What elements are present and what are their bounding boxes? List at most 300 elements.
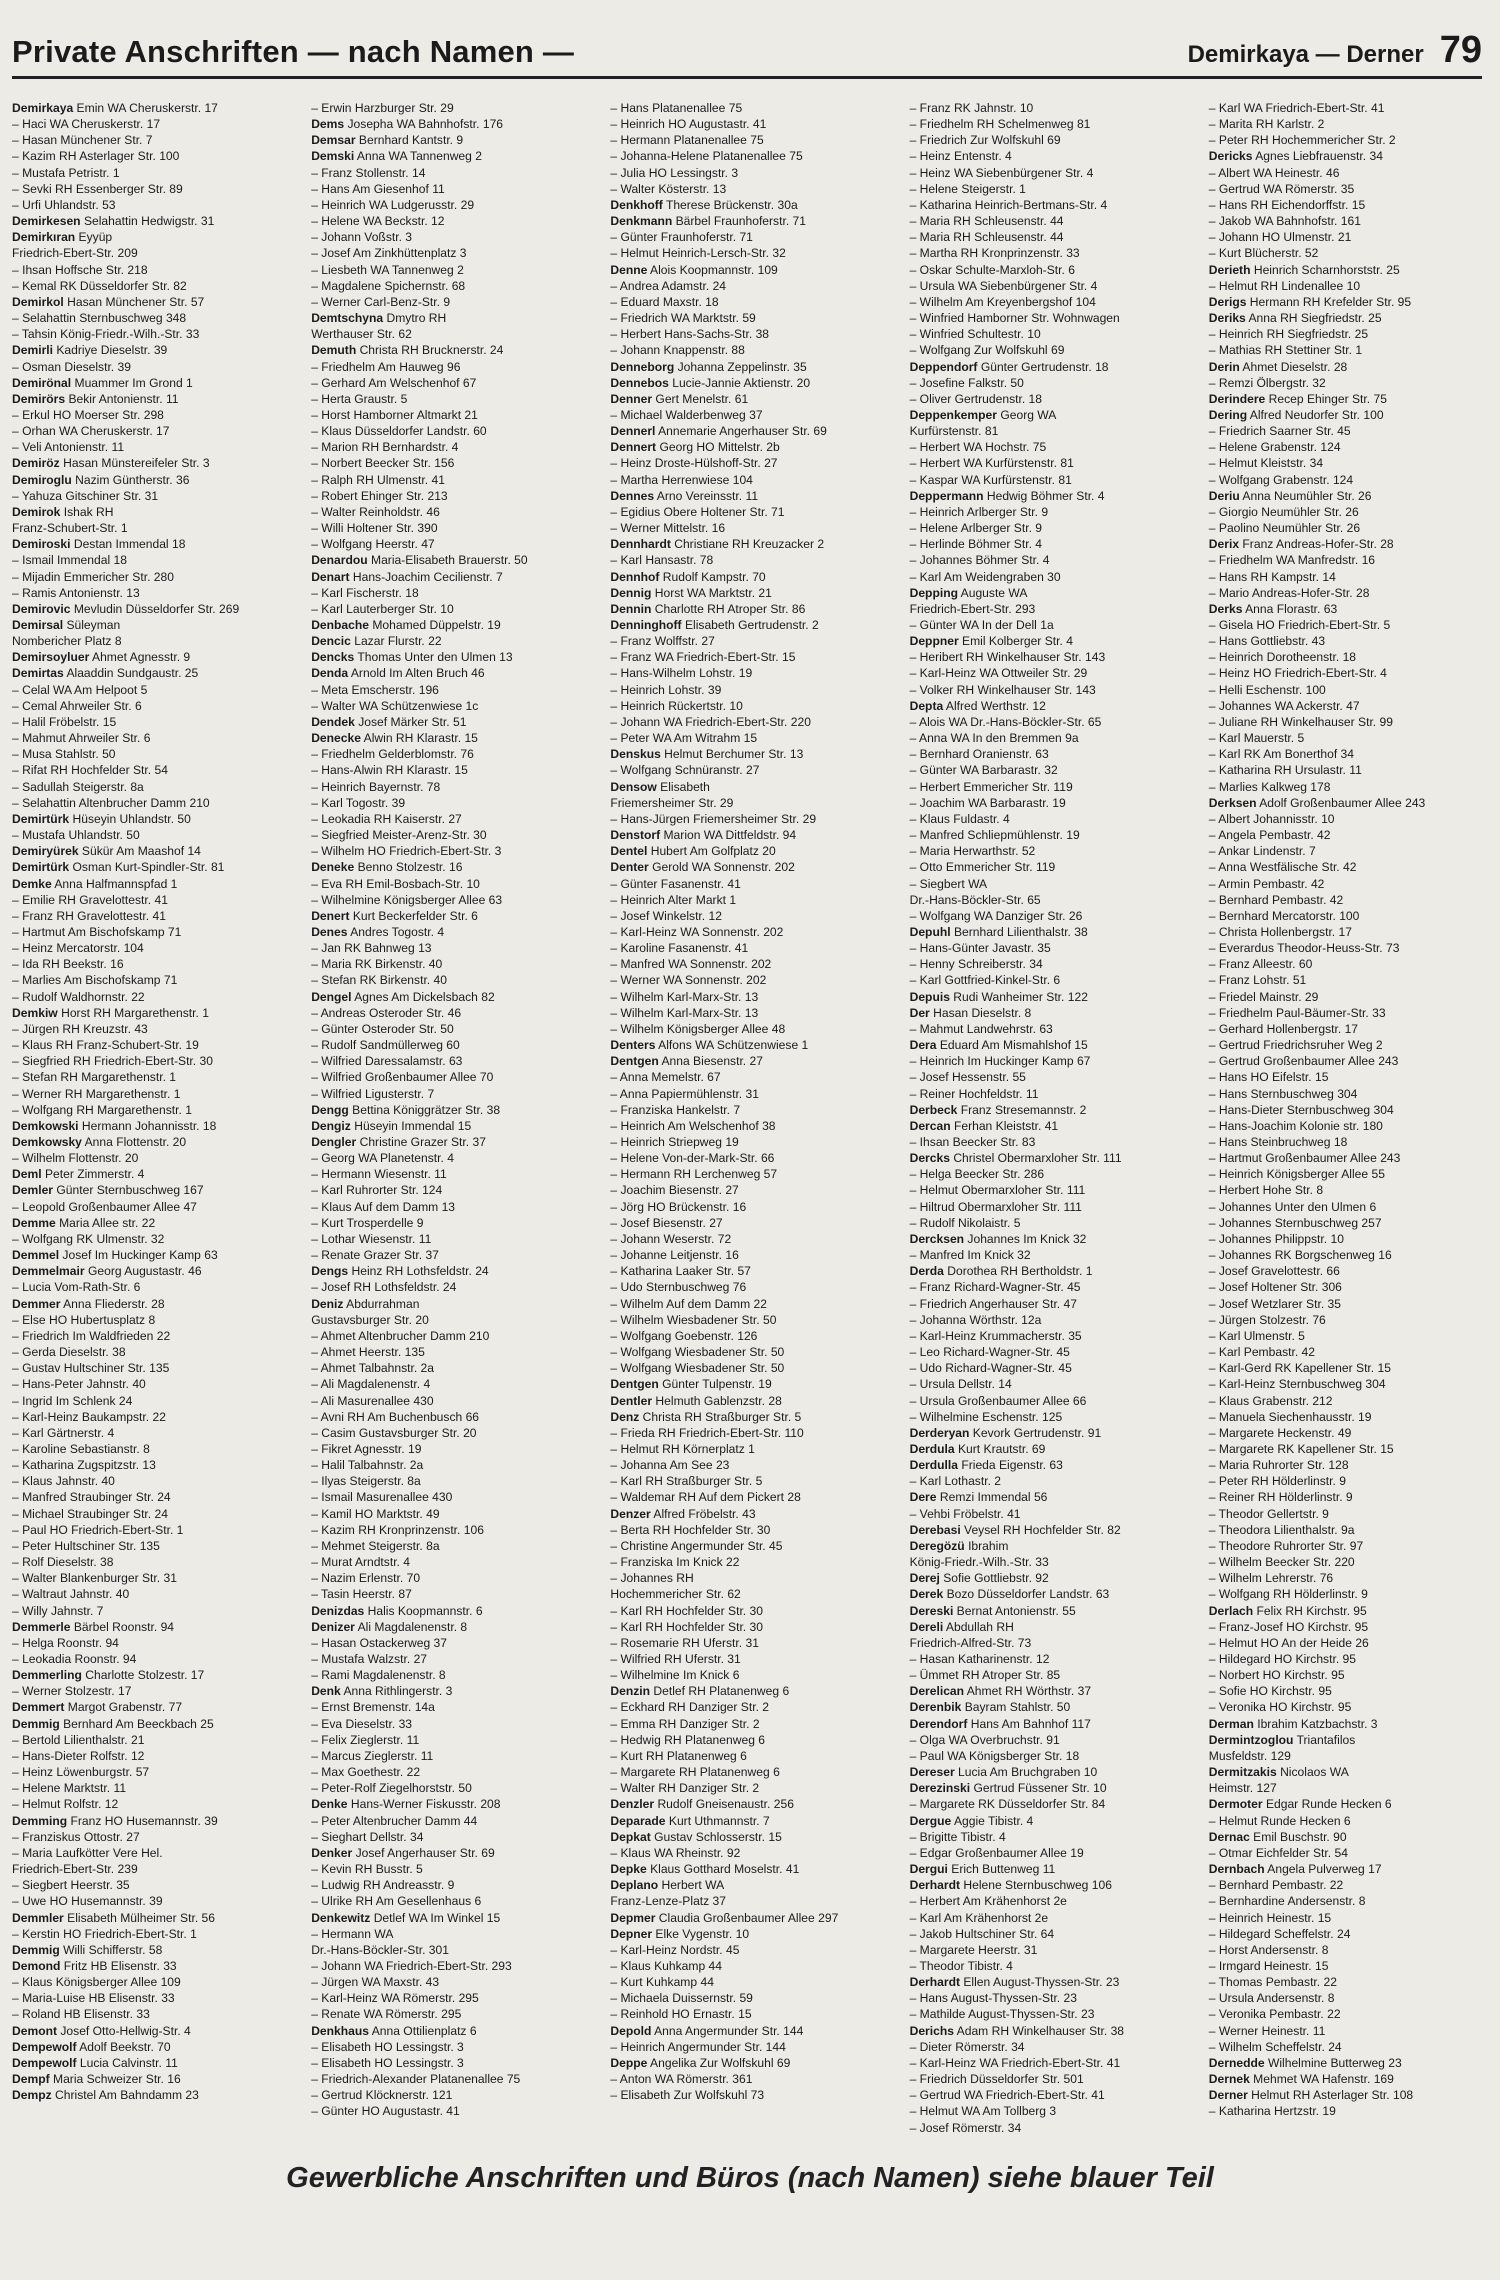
- entry-text: Elisabeth Mülheimer Str. 56: [63, 1910, 216, 1925]
- entry-text: Anna RH Siegfriedstr. 25: [1245, 311, 1382, 326]
- entry-text: – Karl Ruhrorter Str. 124: [311, 1183, 443, 1198]
- surname: Dernac: [1208, 1829, 1250, 1844]
- entry-text: – Josefine Falkstr. 50: [909, 375, 1024, 390]
- surname: Denda: [311, 666, 349, 681]
- directory-entry: [910, 262, 1195, 278]
- directory-entry: [610, 1990, 895, 2006]
- directory-entry: [610, 1538, 895, 1554]
- directory-entry: [910, 1829, 1195, 1845]
- directory-entry: [1209, 827, 1494, 843]
- directory-entry: [311, 326, 596, 342]
- directory-entry: [311, 1522, 596, 1538]
- directory-entry: [910, 1683, 1195, 1699]
- entry-text: Josepha WA Bahnhofstr. 176: [344, 117, 504, 132]
- directory-entry: [610, 197, 895, 213]
- entry-text: – Jan RK Bahnweg 13: [311, 941, 432, 956]
- entry-text: – Michaela Duissernstr. 59: [610, 1991, 753, 2006]
- entry-text: – Angela Pembastr. 42: [1208, 828, 1331, 843]
- entry-text: Friedrich-Alfred-Str. 73: [909, 1635, 1032, 1650]
- directory-entry: [1209, 1086, 1494, 1102]
- entry-text: – Johannes RK Borgschenweg 16: [1208, 1248, 1392, 1263]
- directory-entry: [910, 278, 1195, 294]
- entry-text: – Bernhardine Andersenstr. 8: [1208, 1894, 1366, 1909]
- directory-entry: [12, 359, 297, 375]
- name-range: Demirkaya — Derner: [1187, 41, 1424, 68]
- surname: Depta: [909, 698, 944, 713]
- directory-entry: [12, 2087, 297, 2103]
- surname: Denter: [610, 860, 649, 875]
- entry-text: – Friedhelm WA Manfredstr. 16: [1208, 553, 1376, 568]
- entry-text: Bernhard Am Beeckbach 25: [59, 1716, 214, 1731]
- directory-entry: [12, 859, 297, 875]
- entry-text: Franz HO Husemannstr. 39: [67, 1813, 218, 1828]
- entry-text: – Josef Wetzlarer Str. 35: [1208, 1296, 1341, 1311]
- entry-text: Georg Augustastr. 46: [84, 1264, 202, 1279]
- directory-entry: [910, 601, 1195, 617]
- entry-text: Mevludin Düsseldorfer Str. 269: [70, 601, 240, 616]
- directory-entry: [1209, 1005, 1494, 1021]
- directory-entry: [1209, 342, 1494, 358]
- directory-entry: [610, 1877, 895, 1893]
- entry-text: Anna WA Tannenweg 2: [354, 149, 482, 164]
- directory-entry: [610, 1958, 895, 1974]
- surname: Depuhl: [909, 924, 951, 939]
- entry-text: – Karl Gottfried-Kinkel-Str. 6: [909, 973, 1061, 988]
- entry-text: – Else HO Hubertusplatz 8: [12, 1312, 156, 1327]
- directory-entry: [610, 649, 895, 665]
- entry-text: – Johann Weserstr. 72: [610, 1231, 732, 1246]
- entry-text: Alaaddin Sundgaustr. 25: [63, 666, 199, 681]
- surname: Dentler: [610, 1393, 653, 1408]
- directory-entry: [311, 665, 596, 681]
- entry-text: – Armin Pembastr. 42: [1208, 876, 1325, 891]
- entry-text: – Heinrich Alter Markt 1: [610, 892, 737, 907]
- entry-text: – Gertrud Friedrichsruher Weg 2: [1208, 1038, 1383, 1053]
- entry-text: – Johann WA Friedrich-Ebert-Str. 293: [311, 1958, 512, 1973]
- entry-text: – Mario Andreas-Hofer-Str. 28: [1208, 585, 1370, 600]
- directory-entry: [910, 827, 1195, 843]
- directory-entry: [311, 908, 596, 924]
- directory-entry: [311, 1182, 596, 1198]
- directory-entry: [610, 843, 895, 859]
- entry-text: – Heinrich Königsberger Allee 55: [1208, 1167, 1385, 1182]
- entry-text: – Klaus WA Rheinstr. 92: [610, 1845, 741, 1860]
- entry-text: – Helmut RH Körnerplatz 1: [610, 1441, 755, 1456]
- directory-entry: [610, 1296, 895, 1312]
- entry-text: – Helene WA Beckstr. 12: [311, 214, 445, 229]
- surname: Dennes: [610, 488, 655, 503]
- directory-entry: [910, 2006, 1195, 2022]
- directory-entry: [910, 746, 1195, 762]
- entry-text: – Anna Memelstr. 67: [610, 1070, 721, 1085]
- entry-text: Gertrud Füssener Str. 10: [970, 1781, 1107, 1796]
- directory-entry: [910, 1910, 1195, 1926]
- entry-text: Charlotte RH Atroper Str. 86: [651, 601, 806, 616]
- directory-entry: [12, 148, 297, 164]
- section-title: Private Anschriften — nach Namen —: [12, 34, 575, 69]
- directory-entry: [610, 1134, 895, 1150]
- directory-entry: [910, 779, 1195, 795]
- entry-text: – Robert Ehinger Str. 213: [311, 488, 448, 503]
- directory-entry: [311, 779, 596, 795]
- entry-text: Hasan Münstereifeler Str. 3: [59, 456, 210, 471]
- surname: Denstorf: [610, 828, 661, 843]
- directory-entry: [610, 375, 895, 391]
- entry-text: Ibrahim: [964, 1538, 1009, 1553]
- entry-text: – Gerda Dieselstr. 38: [12, 1345, 126, 1360]
- entry-text: – Wilfried Ligusterstr. 7: [311, 1086, 435, 1101]
- entry-text: – Maria-Luise HB Elisenstr. 33: [12, 1991, 175, 2006]
- surname: Depner: [610, 1926, 653, 1941]
- directory-entry: [610, 1893, 895, 1909]
- surname: Derieth: [1208, 262, 1251, 277]
- directory-entry: [910, 1619, 1195, 1635]
- directory-entry: [1209, 762, 1494, 778]
- entry-text: – Wolfgang Goebenstr. 126: [610, 1328, 758, 1343]
- directory-entry: [12, 1813, 297, 1829]
- directory-entry: [910, 197, 1195, 213]
- entry-text: – Ihsan Beecker Str. 83: [909, 1135, 1036, 1149]
- entry-text: – Hans-Dieter Rolfstr. 12: [12, 1748, 145, 1763]
- entry-text: Halis Koopmannstr. 6: [364, 1603, 483, 1618]
- surname: Dernbach: [1208, 1862, 1265, 1877]
- directory-entry: [311, 148, 596, 164]
- surname: Demirkesen: [12, 214, 81, 229]
- entry-text: – Franziskus Ottostr. 27: [12, 1829, 140, 1844]
- directory-entry: [311, 1845, 596, 1861]
- directory-entry: [12, 972, 297, 988]
- entry-text: – Karl-Heinz WA Friedrich-Ebert-Str. 41: [909, 2055, 1121, 2070]
- directory-entry: [311, 633, 596, 649]
- directory-entry: [311, 2006, 596, 2022]
- entry-text: – Johann Knappenstr. 88: [610, 343, 745, 358]
- entry-text: – Franz Stollenstr. 14: [311, 165, 426, 180]
- directory-entry: [311, 1619, 596, 1635]
- directory-entry: [1209, 714, 1494, 730]
- entry-text: – Heinz WA Siebenbürgener Str. 4: [909, 165, 1094, 180]
- entry-text: – Helmut Rolfstr. 12: [12, 1797, 119, 1812]
- directory-entry: [910, 682, 1195, 698]
- entry-text: – Celal WA Am Helpoot 5: [12, 682, 148, 697]
- surname: Denzler: [610, 1797, 655, 1812]
- directory-entry: [610, 1651, 895, 1667]
- entry-text: Osman Kurt-Spindler-Str. 81: [69, 860, 225, 875]
- surname: Dempz: [12, 2088, 52, 2103]
- directory-entry: [910, 536, 1195, 552]
- entry-text: Heinrich Scharnhorststr. 25: [1250, 262, 1400, 277]
- entry-text: – Heinrich RH Siegfriedstr. 25: [1208, 327, 1369, 342]
- entry-text: – Ursula Dellstr. 14: [909, 1377, 1012, 1392]
- surname: Demmert: [12, 1700, 65, 1715]
- directory-entry: [12, 2055, 297, 2071]
- directory-entry: [910, 1861, 1195, 1877]
- directory-entry: [12, 1134, 297, 1150]
- directory-entry: [610, 1813, 895, 1829]
- entry-text: – Eduard Maxstr. 18: [610, 294, 719, 309]
- entry-text: – Klaus Königsberger Allee 109: [12, 1975, 181, 1990]
- directory-entry: [311, 1425, 596, 1441]
- entry-text: Maria Schweizer Str. 16: [49, 2072, 181, 2087]
- directory-entry: [311, 649, 596, 665]
- entry-text: – Karl-Heinz WA Ottweiler Str. 29: [909, 666, 1088, 681]
- surname: Denneborg: [610, 359, 675, 374]
- entry-text: Willi Schifferstr. 58: [59, 1942, 163, 1957]
- entry-text: Peter Zimmerstr. 4: [41, 1167, 145, 1182]
- entry-text: – Helene Grabenstr. 124: [1208, 440, 1341, 455]
- directory-entry: [12, 1942, 297, 1958]
- surname: Demirli: [12, 343, 53, 358]
- entry-text: – Franz Wolffstr. 27: [610, 634, 715, 649]
- directory-entry: [1209, 2103, 1494, 2119]
- directory-entry: [12, 811, 297, 827]
- directory-entry: [610, 455, 895, 471]
- entry-text: Lucie-Jannie Aktienstr. 20: [668, 375, 811, 390]
- directory-entry: [910, 391, 1195, 407]
- directory-entry: [12, 1441, 297, 1457]
- entry-text: – Katharina RH Ursulastr. 11: [1208, 763, 1362, 778]
- entry-text: – Berta RH Hochfelder Str. 30: [610, 1522, 771, 1537]
- entry-text: – Karl-Heinz Krummacherstr. 35: [909, 1328, 1082, 1343]
- surname: Derhardt: [909, 1878, 960, 1893]
- entry-text: Edgar Runde Hecken 6: [1262, 1797, 1392, 1812]
- directory-entry: [1209, 1150, 1494, 1166]
- entry-text: – Christa Hollenbergstr. 17: [1208, 924, 1352, 939]
- entry-text: – Helmut Heinrich-Lersch-Str. 32: [610, 246, 786, 261]
- entry-text: Friemersheimer Str. 29: [610, 795, 734, 810]
- directory-entry: [12, 698, 297, 714]
- entry-text: Lucia Am Bruchgraben 10: [954, 1765, 1098, 1780]
- entry-text: – Horst Andersenstr. 8: [1208, 1942, 1329, 1957]
- entry-text: Muammer Im Grond 1: [71, 375, 193, 390]
- directory-entry: [910, 1231, 1195, 1247]
- entry-text: – Uwe HO Husemannstr. 39: [12, 1894, 163, 1909]
- directory-entry: [910, 1893, 1195, 1909]
- directory-entry: [610, 1360, 895, 1376]
- entry-text: – Karl-Gerd RK Kapellener Str. 15: [1208, 1361, 1391, 1376]
- directory-entry: [311, 181, 596, 197]
- directory-entry: [311, 165, 596, 181]
- entry-text: – Heinrich Dorotheenstr. 18: [1208, 650, 1357, 665]
- entry-text: – Heinz Entenstr. 4: [909, 149, 1012, 164]
- surname: Dere: [909, 1490, 937, 1505]
- directory-entry: [910, 1748, 1195, 1764]
- directory-entry: [910, 455, 1195, 471]
- entry-text: – Marcus Zieglerstr. 11: [311, 1748, 434, 1763]
- directory-entry: [610, 1312, 895, 1328]
- entry-text: Angela Pulverweg 17: [1264, 1862, 1382, 1877]
- directory-entry: [311, 359, 596, 375]
- directory-entry: [1209, 1053, 1494, 1069]
- entry-text: Georg WA: [996, 407, 1057, 422]
- entry-text: – Siegfried Meister-Arenz-Str. 30: [311, 828, 487, 843]
- directory-entry: [610, 1732, 895, 1748]
- directory-entry: [311, 1005, 596, 1021]
- entry-text: – Halil Talbahnstr. 2a: [311, 1458, 424, 1473]
- directory-entry: [12, 682, 297, 698]
- entry-text: – Wolfgang WA Danziger Str. 26: [909, 908, 1083, 923]
- entry-text: – Helene Steigerstr. 1: [909, 181, 1026, 196]
- surname: Dengel: [311, 989, 352, 1004]
- entry-text: – Gertrud Großenbaumer Allee 243: [1208, 1054, 1399, 1069]
- directory-entry: [610, 1619, 895, 1635]
- surname: Depold: [610, 2023, 652, 2038]
- directory-entry: [910, 795, 1195, 811]
- entry-text: Friedrich-Ebert-Str. 239: [12, 1862, 138, 1877]
- entry-text: – Ursula Großenbaumer Allee 66: [909, 1393, 1087, 1408]
- surname: Deppenkemper: [909, 407, 997, 422]
- directory-entry: [610, 762, 895, 778]
- directory-entry: [311, 407, 596, 423]
- directory-entry: [12, 197, 297, 213]
- entry-text: – Karl Lothastr. 2: [909, 1474, 1002, 1489]
- entry-text: – Maria RK Birkenstr. 40: [311, 957, 443, 972]
- directory-entry: [910, 2071, 1195, 2087]
- entry-text: – Helene Arlberger Str. 9: [909, 521, 1043, 536]
- entry-text: – Albert Johannisstr. 10: [1208, 811, 1335, 826]
- surname: Demirkaya: [12, 101, 74, 115]
- entry-text: – Franz WA Friedrich-Ebert-Str. 15: [610, 650, 796, 665]
- surname: Demmig: [12, 1942, 60, 1957]
- directory-entry: [311, 310, 596, 326]
- entry-text: – Heinz HO Friedrich-Ebert-Str. 4: [1208, 666, 1387, 681]
- entry-text: – Veronika Pembastr. 22: [1208, 2007, 1341, 2022]
- entry-text: – Brigitte Tibistr. 4: [909, 1829, 1006, 1844]
- directory-entry: [910, 1376, 1195, 1392]
- directory-entry: [910, 1328, 1195, 1344]
- entry-text: Charlotte Stolzestr. 17: [81, 1668, 205, 1683]
- entry-text: – Friedrich Im Waldfrieden 22: [12, 1328, 171, 1343]
- directory-entry: [1209, 569, 1494, 585]
- surname: Derindere: [1208, 391, 1266, 406]
- surname: Demond: [12, 1958, 61, 1973]
- directory-entry: [610, 714, 895, 730]
- directory-entry: [910, 2023, 1195, 2039]
- surname: Demirtürk: [12, 811, 70, 826]
- entry-text: – Ursula Andersenstr. 8: [1208, 1991, 1335, 2006]
- entry-text: – Friedhelm Gelderblomstr. 76: [311, 747, 474, 762]
- entry-text: – Stefan RH Margarethenstr. 1: [12, 1070, 177, 1085]
- entry-text: – Klaus Grabenstr. 212: [1208, 1393, 1333, 1408]
- directory-entry: [610, 1522, 895, 1538]
- surname: Denne: [610, 262, 648, 277]
- entry-text: Franz-Lenze-Platz 37: [610, 1894, 727, 1909]
- surname: Dencks: [311, 650, 355, 665]
- directory-entry: [311, 1861, 596, 1877]
- entry-text: – Josef Biesenstr. 27: [610, 1215, 723, 1230]
- directory-entry: [12, 1053, 297, 1069]
- directory-entry: [12, 876, 297, 892]
- entry-text: – Heinrich Arlberger Str. 9: [909, 504, 1049, 519]
- directory-entry: [311, 1796, 596, 1812]
- entry-text: – Yahuza Gitschiner Str. 31: [12, 488, 159, 503]
- entry-text: Benno Stolzestr. 16: [354, 860, 463, 875]
- entry-text: – Rami Magdalenenstr. 8: [311, 1668, 446, 1683]
- directory-entry: [311, 439, 596, 455]
- entry-text: – Werner Heinestr. 11: [1208, 2023, 1326, 2038]
- directory-entry: [910, 1716, 1195, 1732]
- directory-entry: [610, 165, 895, 181]
- entry-text: – Heinz Löwenburgstr. 57: [12, 1765, 150, 1780]
- entry-text: Franz-Schubert-Str. 1: [12, 521, 128, 536]
- entry-text: – Peter RH Hochemmericher Str. 2: [1208, 133, 1396, 148]
- entry-text: – Klaus Kuhkamp 44: [610, 1958, 722, 1973]
- directory-entry: [1209, 1910, 1494, 1926]
- directory-entry: [12, 601, 297, 617]
- directory-entry: [311, 1344, 596, 1360]
- directory-entry: [12, 714, 297, 730]
- directory-entry: [311, 1732, 596, 1748]
- entry-text: – Ali Masurenallee 430: [311, 1393, 434, 1408]
- entry-text: – Martha Herrenwiese 104: [610, 472, 753, 487]
- directory-entry: [311, 1296, 596, 1312]
- entry-text: – Franz-Josef HO Kirchstr. 95: [1208, 1619, 1369, 1634]
- entry-text: – Josef Winkelstr. 12: [610, 908, 722, 923]
- directory-entry: [910, 1312, 1195, 1328]
- directory-entry: [311, 1263, 596, 1279]
- entry-text: – Martha RH Kronprinzenstr. 33: [909, 246, 1080, 261]
- entry-text: Bärbel Fraunhoferstr. 71: [672, 214, 806, 229]
- entry-text: Ishak RH: [60, 504, 114, 519]
- entry-text: Günter Gertrudenstr. 18: [977, 359, 1109, 374]
- directory-entry: [311, 617, 596, 633]
- entry-text: – Helene Von-der-Mark-Str. 66: [610, 1151, 775, 1166]
- entry-text: – Friedhelm Am Hauweg 96: [311, 359, 461, 374]
- surname: Dercksen: [909, 1231, 965, 1246]
- surname: Derdulla: [909, 1458, 958, 1473]
- directory-entry: [1209, 665, 1494, 681]
- entry-text: – Ralph RH Ulmenstr. 41: [311, 472, 445, 487]
- entry-text: – Karl-Heinz Sternbuschweg 304: [1208, 1377, 1386, 1392]
- entry-text: – Johanna Am See 23: [610, 1458, 730, 1473]
- entry-text: – Wilhelm Lehrerstr. 76: [1208, 1571, 1334, 1586]
- directory-entry: [12, 1554, 297, 1570]
- entry-text: – Ismail Immendal 18: [12, 553, 127, 568]
- directory-entry: [1209, 1522, 1494, 1538]
- directory-entry: [311, 827, 596, 843]
- entry-text: – Heinrich Angermunder Str. 144: [610, 2039, 786, 2054]
- directory-entry: [1209, 730, 1494, 746]
- entry-text: – Helene Marktstr. 11: [12, 1781, 127, 1796]
- directory-entry: [12, 1425, 297, 1441]
- directory-entry: [311, 569, 596, 585]
- directory-entry: [910, 359, 1195, 375]
- surname: Demirkol: [12, 294, 64, 309]
- entry-text: Friedrich-Ebert-Str. 209: [12, 246, 138, 261]
- entry-text: – Hedwig RH Platanenweg 6: [610, 1732, 766, 1747]
- entry-text: – Helmut Runde Hecken 6: [1208, 1813, 1351, 1828]
- entry-text: – Anna Papiermühlenstr. 31: [610, 1086, 759, 1101]
- surname: Dempewolf: [12, 2055, 77, 2070]
- entry-text: – Maria RH Schleusenstr. 44: [909, 214, 1064, 229]
- entry-text: – Klaus Düsseldorfer Landstr. 60: [311, 424, 487, 439]
- directory-entry: [1209, 229, 1494, 245]
- column-3: [610, 100, 895, 2136]
- directory-entry: [610, 1376, 895, 1392]
- directory-entry: [1209, 100, 1494, 116]
- entry-text: – Franziska Im Knick 22: [610, 1555, 740, 1570]
- entry-text: – Leokadia Roonstr. 94: [12, 1652, 137, 1666]
- directory-entry: [610, 1086, 895, 1102]
- directory-entry: [910, 956, 1195, 972]
- directory-entry: [1209, 1683, 1494, 1699]
- surname: Demski: [311, 149, 355, 164]
- directory-entry: [610, 2071, 895, 2087]
- surname: Denart: [311, 569, 350, 584]
- entry-text: – Paul HO Friedrich-Ebert-Str. 1: [12, 1522, 184, 1537]
- entry-text: – Manfred Straubinger Str. 24: [12, 1490, 171, 1505]
- directory-entry: [610, 181, 895, 197]
- surname: Demont: [12, 2023, 58, 2038]
